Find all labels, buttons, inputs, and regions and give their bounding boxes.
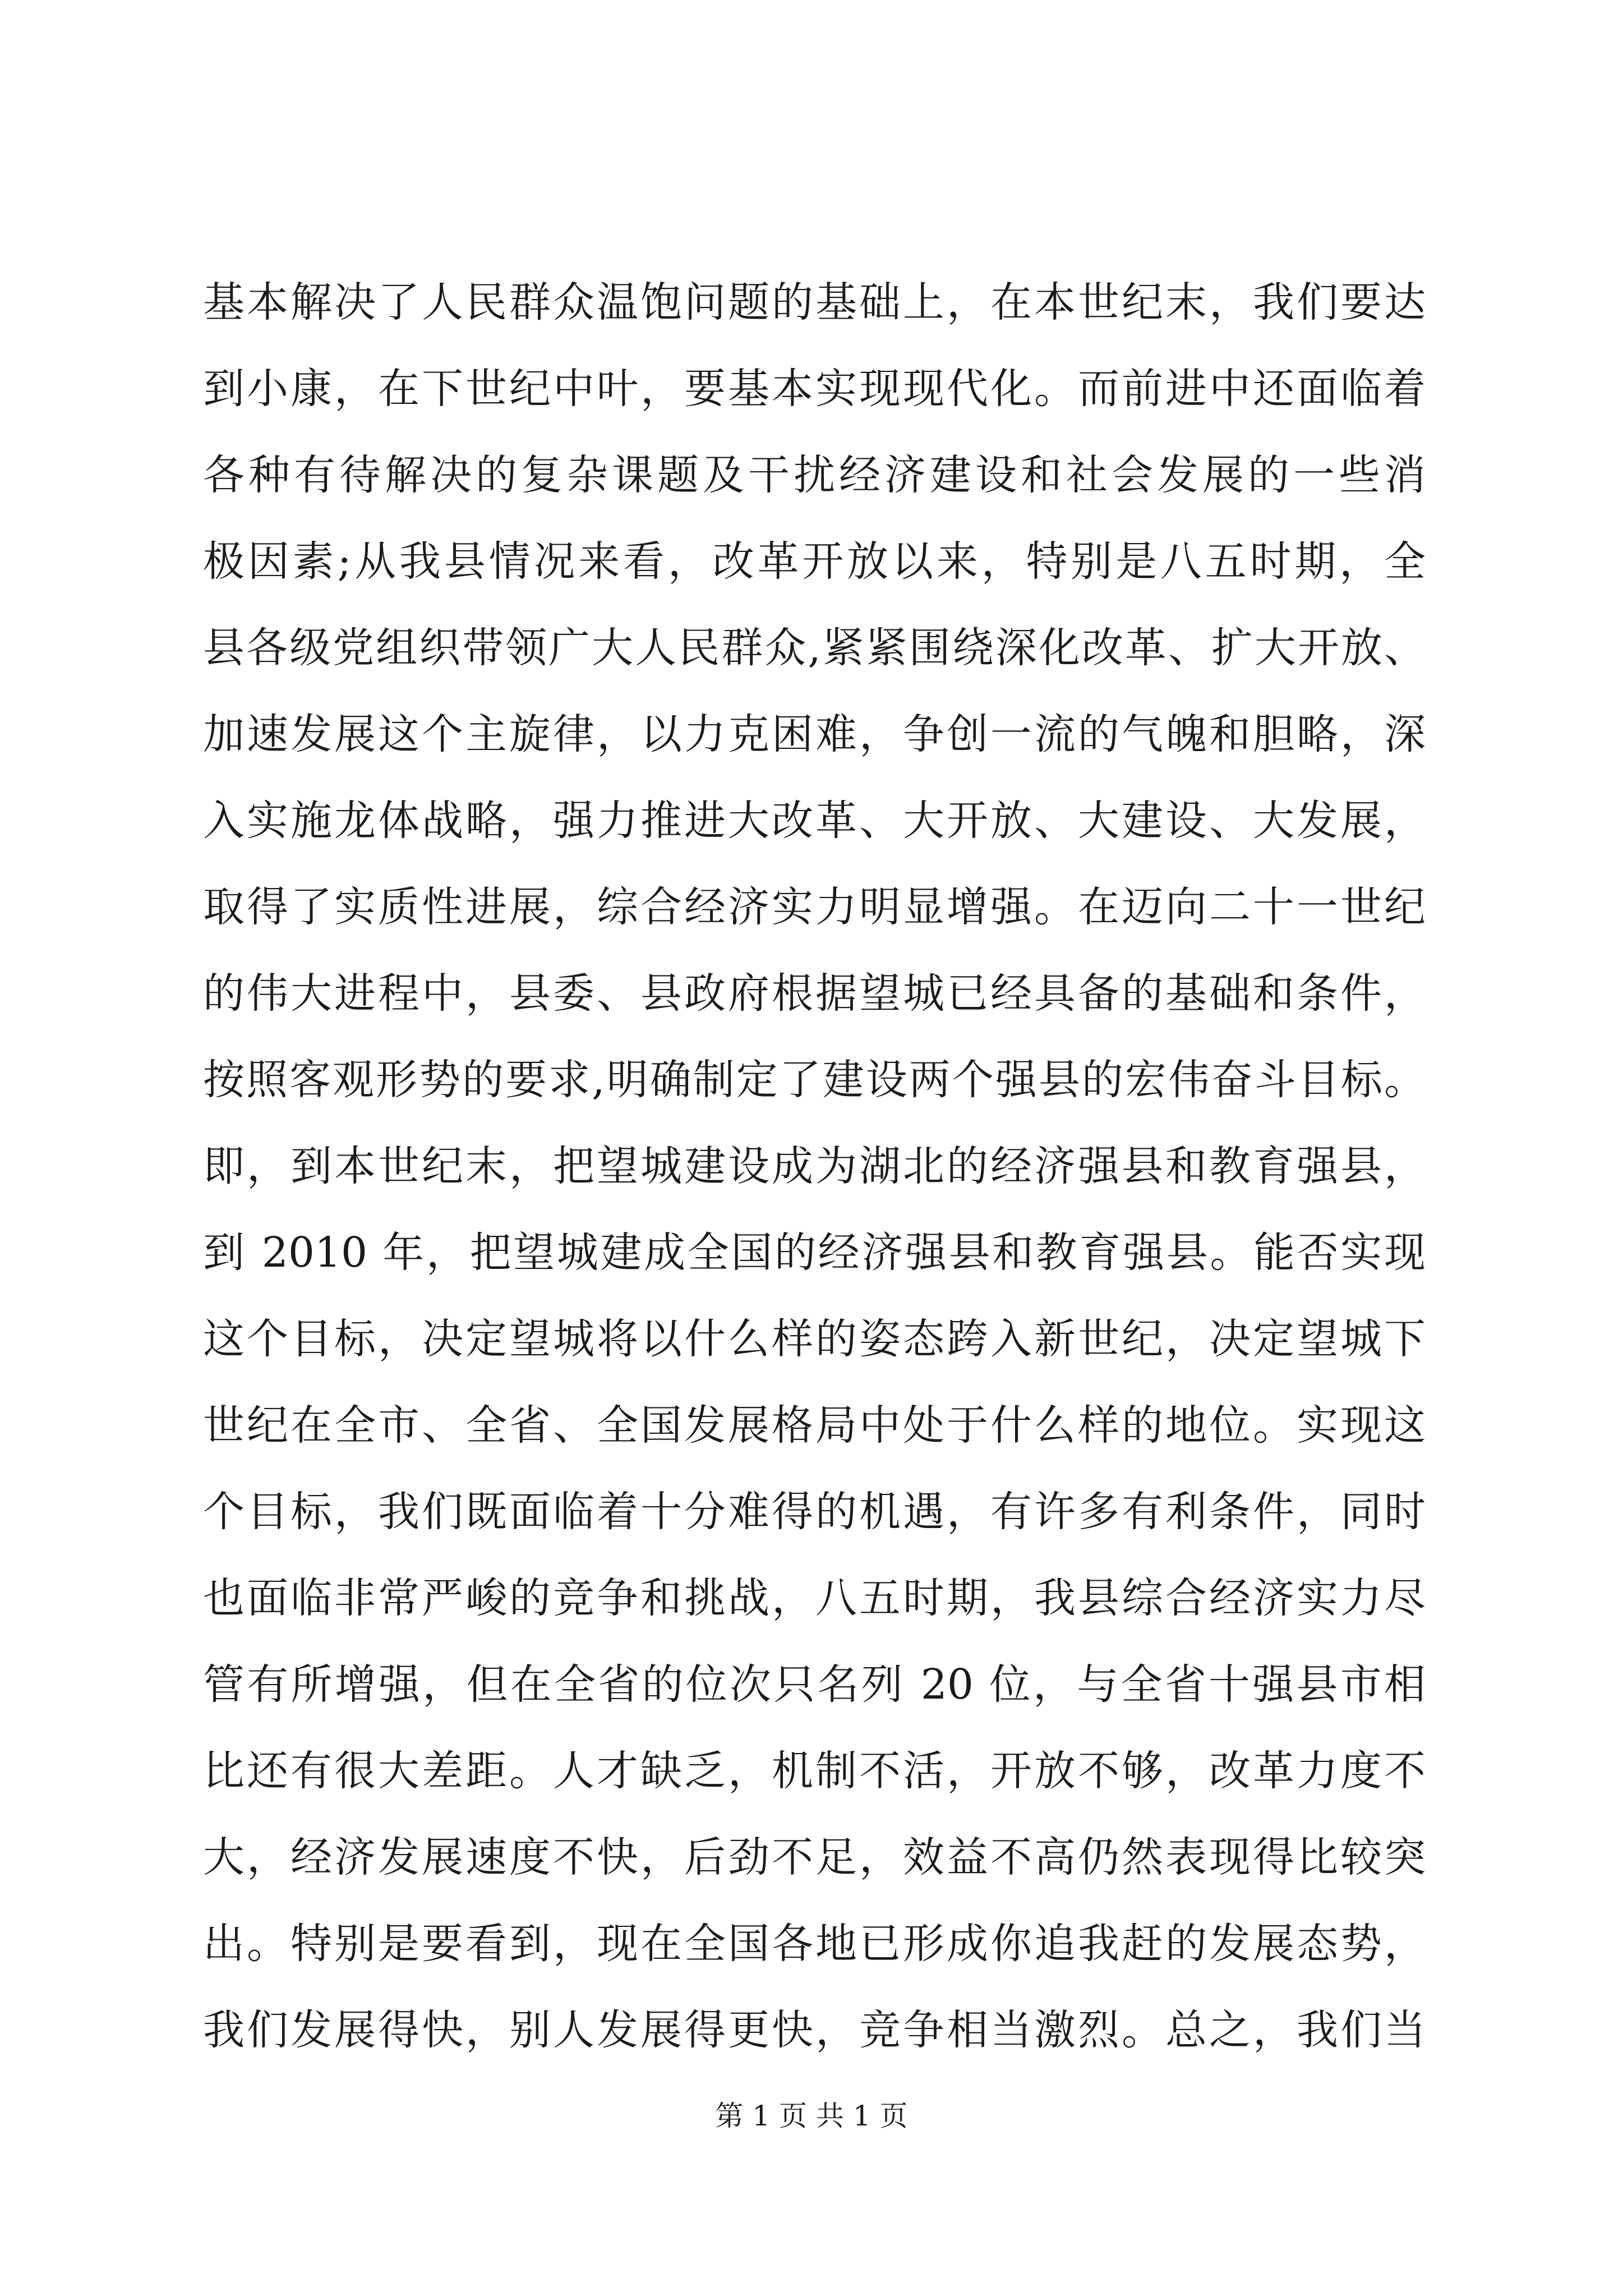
text-line: 个目标，我们既面临着十分难得的机遇，有许多有利条件，同时 (203, 1488, 1426, 1536)
text-line: 极因素;从我县情况来看，改革开放以来，特别是八五时期，全 (203, 537, 1426, 586)
text-line: 县各级党组织带领广大人民群众,紧紧围绕深化改革、扩大开放、 (203, 624, 1426, 672)
page-footer: 第 1 页 共 1 页 (715, 2100, 908, 2132)
text-line: 加速发展这个主旋律，以力克困难，争创一流的气魄和胆略，深 (203, 710, 1426, 758)
text-line: 比还有很大差距。人才缺乏，机制不活，开放不够，改革力度不 (203, 1747, 1426, 1795)
text-line: 出。特别是要看到，现在全国各地已形成你追我赶的发展态势， (203, 1920, 1426, 1968)
body-text (203, 259, 1426, 2073)
text-line: 也面临非常严峻的竞争和挑战，八五时期，我县综合经济实力尽 (203, 1574, 1426, 1622)
text-line: 各种有待解决的复杂课题及干扰经济建设和社会发展的一些消 (203, 451, 1426, 499)
text-line: 这个目标，决定望城将以什么样的姿态跨入新世纪，决定望城下 (203, 1315, 1426, 1363)
text-line: 我们发展得快，别人发展得更快，竞争相当激烈。总之，我们当 (203, 2006, 1426, 2054)
text-line: 按照客观形势的要求,明确制定了建设两个强县的宏伟奋斗目标。 (203, 1056, 1426, 1104)
text-line: 到小康，在下世纪中叶，要基本实现现代化。而前进中还面临着 (203, 365, 1426, 413)
text-line: 入实施龙体战略，强力推进大改革、大开放、大建设、大发展， (203, 797, 1426, 845)
text-line: 大，经济发展速度不快，后劲不足，效益不高仍然表现得比较突 (203, 1833, 1426, 1881)
text-line: 基本解决了人民群众温饱问题的基础上，在本世纪末，我们要达 (203, 278, 1426, 326)
text-line: 的伟大进程中，县委、县政府根据望城已经具备的基础和条件， (203, 969, 1426, 1018)
text-line: 取得了实质性进展，综合经济实力明显增强。在迈向二十一世纪 (203, 883, 1426, 931)
text-line: 世纪在全市、全省、全国发展格局中处于什么样的地位。实现这 (203, 1401, 1426, 1450)
text-line: 管有所增强，但在全省的位次只名列 20 位，与全省十强县市相 (203, 1660, 1426, 1709)
text-line: 到 2010 年，把望城建成全国的经济强县和教育强县。能否实现 (203, 1228, 1426, 1277)
text-line: 即，到本世纪末，把望城建设成为湖北的经济强县和教育强县， (203, 1142, 1426, 1190)
